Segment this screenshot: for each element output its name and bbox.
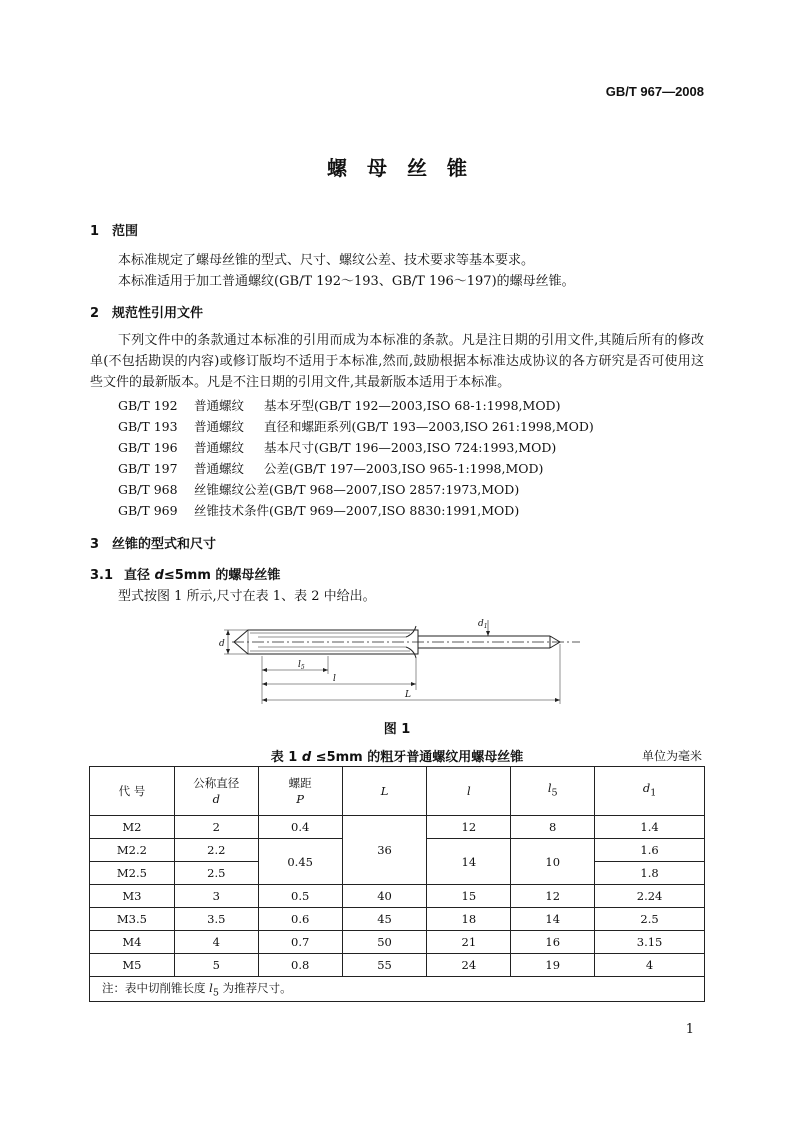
paragraph: 本标准适用于加工普通螺纹(GB/T 192～193、GB/T 196～197)的螺母丝锥。 <box>118 274 575 289</box>
header-nominal-diameter: 公称直径 d <box>174 767 258 816</box>
cell-d1: 1.6 <box>595 839 705 862</box>
paragraph: 本标准规定了螺母丝锥的型式、尺寸、螺纹公差、技术要求等基本要求。 <box>118 253 535 268</box>
reference-name: 普通螺纹 <box>194 440 245 455</box>
paragraph: 型式按图 1 所示,尺寸在表 1、表 2 中给出。 <box>118 589 376 604</box>
cell-d1: 1.8 <box>595 862 705 885</box>
cell-code: M3 <box>90 885 175 908</box>
section-title-pre: 直径 <box>124 568 155 583</box>
reference-name: 丝锥技术条件(GB/T 969—2007,ISO 8830:1991,MOD) <box>194 503 520 518</box>
cell-l: 12 <box>427 816 511 839</box>
cell-d: 2.2 <box>174 839 258 862</box>
reference-item <box>118 417 594 435</box>
cell-d: 2.5 <box>174 862 258 885</box>
reference-name: 普通螺纹 <box>194 398 245 413</box>
cell-code: M3.5 <box>90 908 175 931</box>
dimension-label-L: L <box>405 690 411 700</box>
reference-desc: 基本尺寸(GB/T 196—2003,ISO 724:1993,MOD) <box>264 440 557 455</box>
section-2-heading <box>90 302 203 321</box>
table-header-row <box>90 767 705 816</box>
reference-item <box>118 438 556 456</box>
table-row <box>90 908 705 931</box>
cell-pitch: 0.5 <box>258 885 342 908</box>
dimensions-table <box>89 766 705 1002</box>
section-title: 丝锥的型式和尺寸 <box>112 537 217 552</box>
standard-code: GB/T 967—2008 <box>605 84 704 99</box>
cell-pitch: 0.8 <box>258 954 342 977</box>
table-row <box>90 954 705 977</box>
reference-item <box>118 480 519 498</box>
cell-d: 3 <box>174 885 258 908</box>
reference-desc: 公差(GB/T 197—2003,ISO 965-1:1998,MOD) <box>264 461 544 476</box>
cell-pitch: 0.6 <box>258 908 342 931</box>
table-row <box>90 816 705 839</box>
page-number: 1 <box>685 1022 694 1037</box>
tap-drawing <box>210 612 590 714</box>
cell-code: M5 <box>90 954 175 977</box>
cell-l: 14 <box>427 839 511 885</box>
flute-runout <box>406 647 416 658</box>
paragraph: 下列文件中的条款通过本标准的引用而成为本标准的条款。凡是注日期的引用文件,其随后所有的修改单(不包括勘误的内容)或修订版均不适用于本标准,然而,鼓励根据本标准达成协议的各方研究是否可使用这些文件的最新版本。凡是不注日期的引用文件,其最新版本适用于本标准。 <box>90 333 704 390</box>
table-title: 表 1 d ≤5mm 的粗牙普通螺纹用螺母丝锥 <box>270 750 524 765</box>
cell-l: 24 <box>427 954 511 977</box>
section-1-heading <box>90 220 138 239</box>
reference-code: GB/T 197 <box>118 461 178 476</box>
cell-pitch: 0.7 <box>258 931 342 954</box>
header-code: 代 号 <box>90 767 175 816</box>
cell-code: M2.2 <box>90 839 175 862</box>
cell-L: 36 <box>342 816 427 885</box>
reference-item <box>118 459 543 477</box>
reference-item <box>118 396 560 414</box>
section-3-heading <box>90 533 216 552</box>
table-row <box>90 885 705 908</box>
cell-code: M2.5 <box>90 862 175 885</box>
cell-d: 2 <box>174 816 258 839</box>
dimension-label-l: l <box>333 674 336 684</box>
cell-L: 40 <box>342 885 427 908</box>
header-L: L <box>342 767 427 816</box>
header-pitch: 螺距 P <box>258 767 342 816</box>
reference-code: GB/T 968 <box>118 482 178 497</box>
cell-l5: 12 <box>511 885 595 908</box>
cell-l: 21 <box>427 931 511 954</box>
document-title: 螺母丝锥 <box>327 156 487 180</box>
reference-name: 普通螺纹 <box>194 419 245 434</box>
diameter-variable: d <box>154 568 164 583</box>
cell-code: M2 <box>90 816 175 839</box>
section-number: 1 <box>90 224 100 239</box>
cell-L: 55 <box>342 954 427 977</box>
table-note: 注：表中切削锥长度 $l_5$ 为推荐尺寸。 <box>90 977 705 1002</box>
arrowheads <box>226 630 560 702</box>
cell-code: M4 <box>90 931 175 954</box>
reference-item <box>118 501 519 519</box>
dimension-label-d: d <box>219 639 225 649</box>
reference-name: 普通螺纹 <box>194 461 245 476</box>
header-l5: $l_5$ <box>511 767 595 816</box>
reference-code: GB/T 193 <box>118 419 178 434</box>
section-number: 3.1 <box>90 568 114 583</box>
table-unit: 单位为毫米 <box>641 749 702 763</box>
table-row <box>90 931 705 954</box>
cell-l: 15 <box>427 885 511 908</box>
cell-L: 45 <box>342 908 427 931</box>
section-title: 规范性引用文件 <box>112 306 204 321</box>
cell-l: 18 <box>427 908 511 931</box>
cell-l5: 19 <box>511 954 595 977</box>
cell-l5: 8 <box>511 816 595 839</box>
cell-l5: 10 <box>511 839 595 885</box>
table-note-row <box>90 977 705 1002</box>
section-title: 范围 <box>112 224 139 239</box>
cell-d1: 2.24 <box>595 885 705 908</box>
reference-code: GB/T 196 <box>118 440 178 455</box>
cell-d: 3.5 <box>174 908 258 931</box>
header-d1: $d_1$ <box>595 767 705 816</box>
cell-d1: 1.4 <box>595 816 705 839</box>
cell-d: 5 <box>174 954 258 977</box>
section-number: 3 <box>90 537 100 552</box>
figure-caption: 图 1 <box>383 722 411 737</box>
cell-d1: 4 <box>595 954 705 977</box>
reference-code: GB/T 969 <box>118 503 178 518</box>
cell-L: 50 <box>342 931 427 954</box>
flute-runout <box>406 626 416 637</box>
cell-l5: 16 <box>511 931 595 954</box>
cell-l5: 14 <box>511 908 595 931</box>
section-number: 2 <box>90 306 100 321</box>
cell-d1: 3.15 <box>595 931 705 954</box>
header-l: l <box>427 767 511 816</box>
section-3-1-heading <box>90 564 280 583</box>
cell-pitch: 0.4 <box>258 816 342 839</box>
reference-code: GB/T 192 <box>118 398 178 413</box>
reference-name: 丝锥螺纹公差(GB/T 968—2007,ISO 2857:1973,MOD) <box>194 482 520 497</box>
dimension-label-d1: $d_1$ <box>478 619 488 630</box>
cell-d: 4 <box>174 931 258 954</box>
reference-desc: 基本牙型(GB/T 192—2003,ISO 68-1:1998,MOD) <box>264 398 561 413</box>
reference-desc: 直径和螺距系列(GB/T 193—2003,ISO 261:1998,MOD) <box>264 419 594 434</box>
dimension-label-l5: $l_5$ <box>298 660 305 671</box>
section-title-post: ≤5mm 的螺母丝锥 <box>163 568 281 583</box>
cell-d1: 2.5 <box>595 908 705 931</box>
cell-pitch: 0.45 <box>258 839 342 885</box>
